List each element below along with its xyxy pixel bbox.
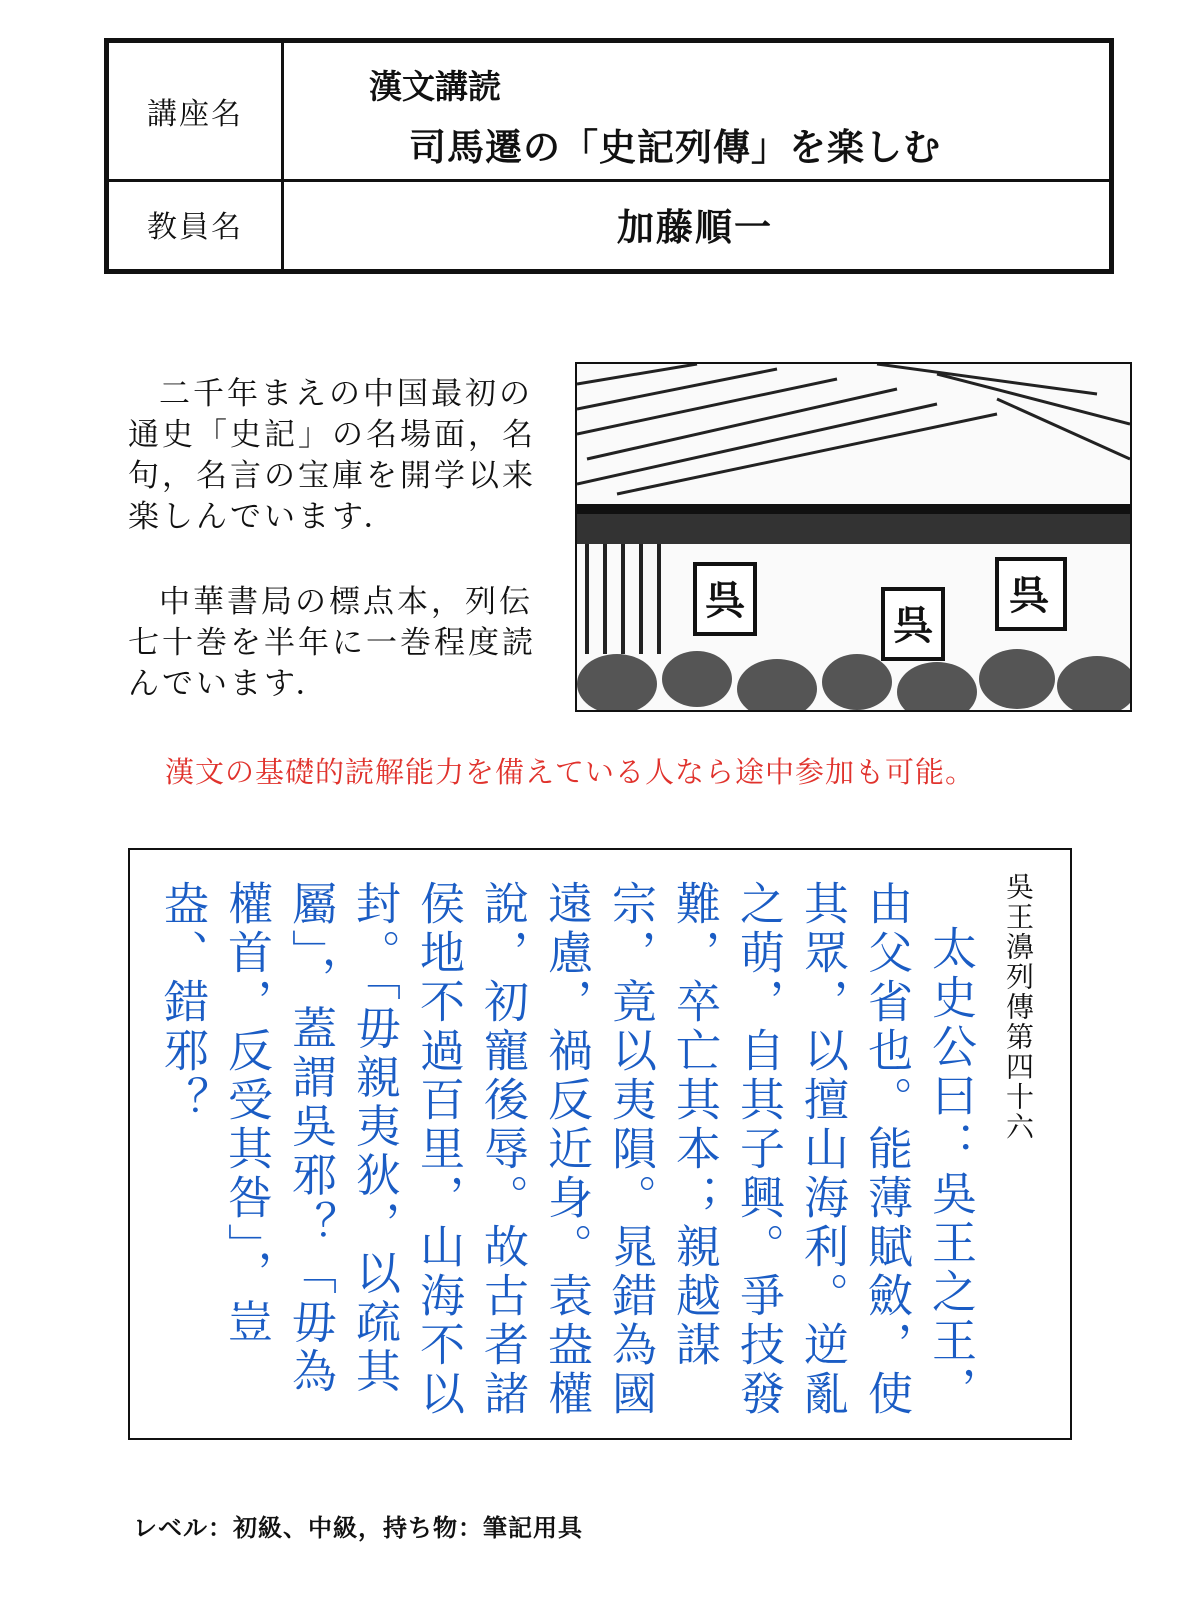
course-label: 講座名: [109, 43, 284, 179]
teacher-name: 加藤順一: [617, 206, 773, 249]
banner-glyph-3: 呉: [1009, 573, 1049, 619]
course-title-line2: 司馬遷の「史記列傳」を楽しむ: [409, 126, 941, 169]
course-title-line1: 漢文講読: [369, 67, 501, 106]
classical-text-body: [150, 880, 982, 1420]
banner-glyph-2: 呉: [893, 603, 933, 649]
teacher-label: 教員名: [109, 179, 284, 269]
teacher-row: [109, 179, 1109, 269]
banner-glyph-1: 呉: [705, 578, 745, 624]
battle-illustration: [575, 362, 1132, 712]
course-info-table: [104, 38, 1114, 274]
participation-notice: 漢文の基礎的読解能力を備えている人なら途中参加も可能。: [165, 755, 976, 789]
intro-paragraph-1: 二千年まえの中国最初の通史「史記」の名場面，名句，名言の宝庫を開学以来楽しんでいます．: [128, 376, 536, 535]
intro-paragraph-2: 中華書局の標点本，列伝七十巻を半年に一巻程度読んでいます．: [128, 584, 536, 702]
course-row: [109, 43, 1109, 182]
classical-text-title: 吳王濞列傳第四十六: [1002, 872, 1035, 1142]
level-and-items: レベル：初級、中級，持ち物：筆記用具: [133, 1514, 583, 1542]
battle-scene-drawing: [577, 364, 1130, 710]
classical-text-paragraph: 太史公曰：吳王之王，由父省也。能薄賦斂，使其眾，以擅山海利。逆亂之萌，自其子興。爭技發難，卒亡其本；親越謀宗，竟以夷隕。晁錯為國遠慮，禍反近身。袁盎權說，初寵後辱。故古者諸侯地不過百里，山海不以封。「毋親夷狄，以疏其屬」，蓋謂吳邪？「毋為權首，反受其咎」，豈盎、錯邪？: [156, 880, 977, 1419]
classical-text-box: [128, 848, 1072, 1440]
